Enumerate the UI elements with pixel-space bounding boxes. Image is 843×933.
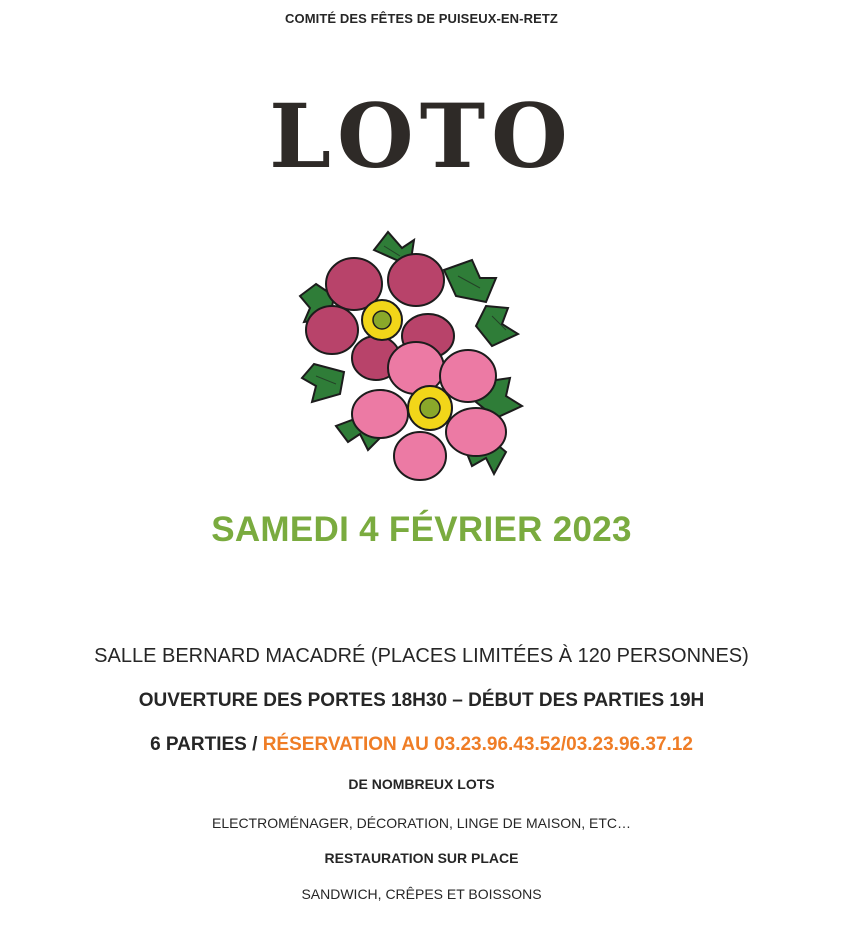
- dark-flower-center: [362, 300, 402, 340]
- light-flower-center: [408, 386, 452, 430]
- games-count: 6 PARTIES /: [150, 734, 263, 755]
- flower-icon: [296, 226, 526, 484]
- event-venue: SALLE BERNARD MACADRÉ (PLACES LIMITÉES À 120 PERSONNES): [94, 645, 749, 667]
- lots-title: DE NOMBREUX LOTS: [348, 776, 495, 792]
- food-title: RESTAURATION SUR PLACE: [324, 850, 519, 866]
- title-text: LOTO: [269, 84, 574, 188]
- organizer-name: COMITÉ DES FÊTES DE PUISEUX-EN-RETZ: [285, 11, 558, 26]
- booking-line: [0, 734, 843, 756]
- lots-detail: ELECTROMÉNAGER, DÉCORATION, LINGE DE MAISON, ETC…: [211, 815, 631, 831]
- event-hours: OUVERTURE DES PORTES 18H30 – DÉBUT DES PARTIES 19H: [138, 690, 705, 711]
- booking-phone: RÉSERVATION AU 03.23.96.43.52/03.23.96.37.12: [262, 734, 693, 755]
- food-detail: SANDWICH, CRÊPES ET BOISSONS: [301, 886, 542, 902]
- event-date: SAMEDI 4 FÉVRIER 2023: [211, 510, 632, 549]
- event-title: [0, 84, 843, 188]
